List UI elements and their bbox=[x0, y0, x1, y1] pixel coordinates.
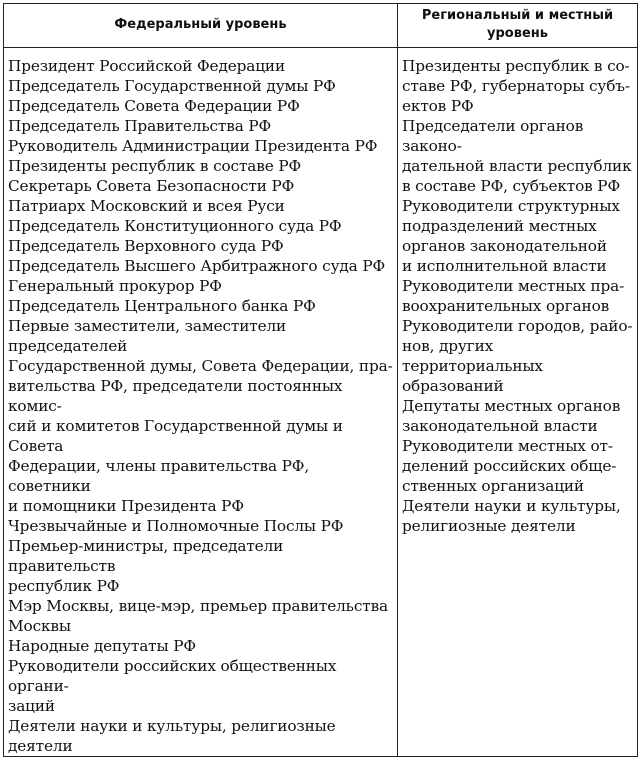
federal-item: Президенты республик в составе РФ bbox=[8, 157, 302, 175]
regional-item: Деятели науки и культуры, религиозные деятели bbox=[402, 497, 621, 535]
federal-item: Народные депутаты РФ bbox=[8, 637, 196, 655]
regional-item: Председатели органов законо- дательной власти республик в составе РФ, субъектов РФ bbox=[402, 117, 632, 195]
regional-item: Руководители городов, райо- нов, других территориальных образований bbox=[402, 317, 633, 395]
body-row bbox=[4, 48, 638, 757]
regional-item: Руководители структурных подразделений местных органов законодательной и исполнительной власти bbox=[402, 197, 620, 275]
header-federal: Федеральный уровень bbox=[4, 4, 398, 48]
regional-item: Депутаты местных органов законодательной власти bbox=[402, 397, 621, 435]
officials-table bbox=[3, 3, 638, 757]
federal-item: Председатель Конституционного суда РФ bbox=[8, 217, 342, 235]
regional-item: Руководители местных от- делений российских обще- ственных организаций bbox=[402, 437, 617, 495]
regional-item: Президенты республик в со- ставе РФ, губернаторы субъ- ектов РФ bbox=[402, 57, 630, 115]
federal-item: Председатель Высшего Арбитражного суда РФ bbox=[8, 257, 386, 275]
federal-item: Первые заместители, заместители председателей Государственной думы, Совета Федерации, пра- вительства РФ, председатели постоянных комис- сий и комитетов Государственной думы и Совета Федерации, члены правительства РФ, советники и помощники Президента РФ bbox=[8, 317, 393, 515]
federal-item: Председатель Верховного суда РФ bbox=[8, 237, 284, 255]
federal-item: Патриарх Московский и всея Руси bbox=[8, 197, 285, 215]
regional-list bbox=[402, 56, 633, 536]
federal-column bbox=[4, 48, 398, 757]
regional-item: Руководители местных пра- воохранительных органов bbox=[402, 277, 625, 315]
federal-item: Председатель Совета Федерации РФ bbox=[8, 97, 300, 115]
federal-item: Председатель Государственной думы РФ bbox=[8, 77, 336, 95]
federal-list bbox=[8, 56, 393, 756]
federal-item: Премьер-министры, председатели правительств республик РФ bbox=[8, 537, 284, 595]
header-row bbox=[4, 4, 638, 48]
federal-item: Руководитель Администрации Президента РФ bbox=[8, 137, 378, 155]
federal-item: Председатель Центрального банка РФ bbox=[8, 297, 316, 315]
federal-item: Генеральный прокурор РФ bbox=[8, 277, 222, 295]
federal-item: Деятели науки и культуры, религиозные деятели bbox=[8, 717, 336, 755]
federal-item: Мэр Москвы, вице-мэр, премьер правительства Москвы bbox=[8, 597, 389, 635]
header-regional: Региональный и местный уровень bbox=[398, 4, 638, 48]
federal-item: Секретарь Совета Безопасности РФ bbox=[8, 177, 295, 195]
federal-item: Председатель Правительства РФ bbox=[8, 117, 272, 135]
regional-column bbox=[398, 48, 638, 757]
federal-item: Руководители российских общественных органи- заций bbox=[8, 657, 337, 715]
federal-item: Президент Российской Федерации bbox=[8, 57, 285, 75]
federal-item: Чрезвычайные и Полномочные Послы РФ bbox=[8, 517, 344, 535]
